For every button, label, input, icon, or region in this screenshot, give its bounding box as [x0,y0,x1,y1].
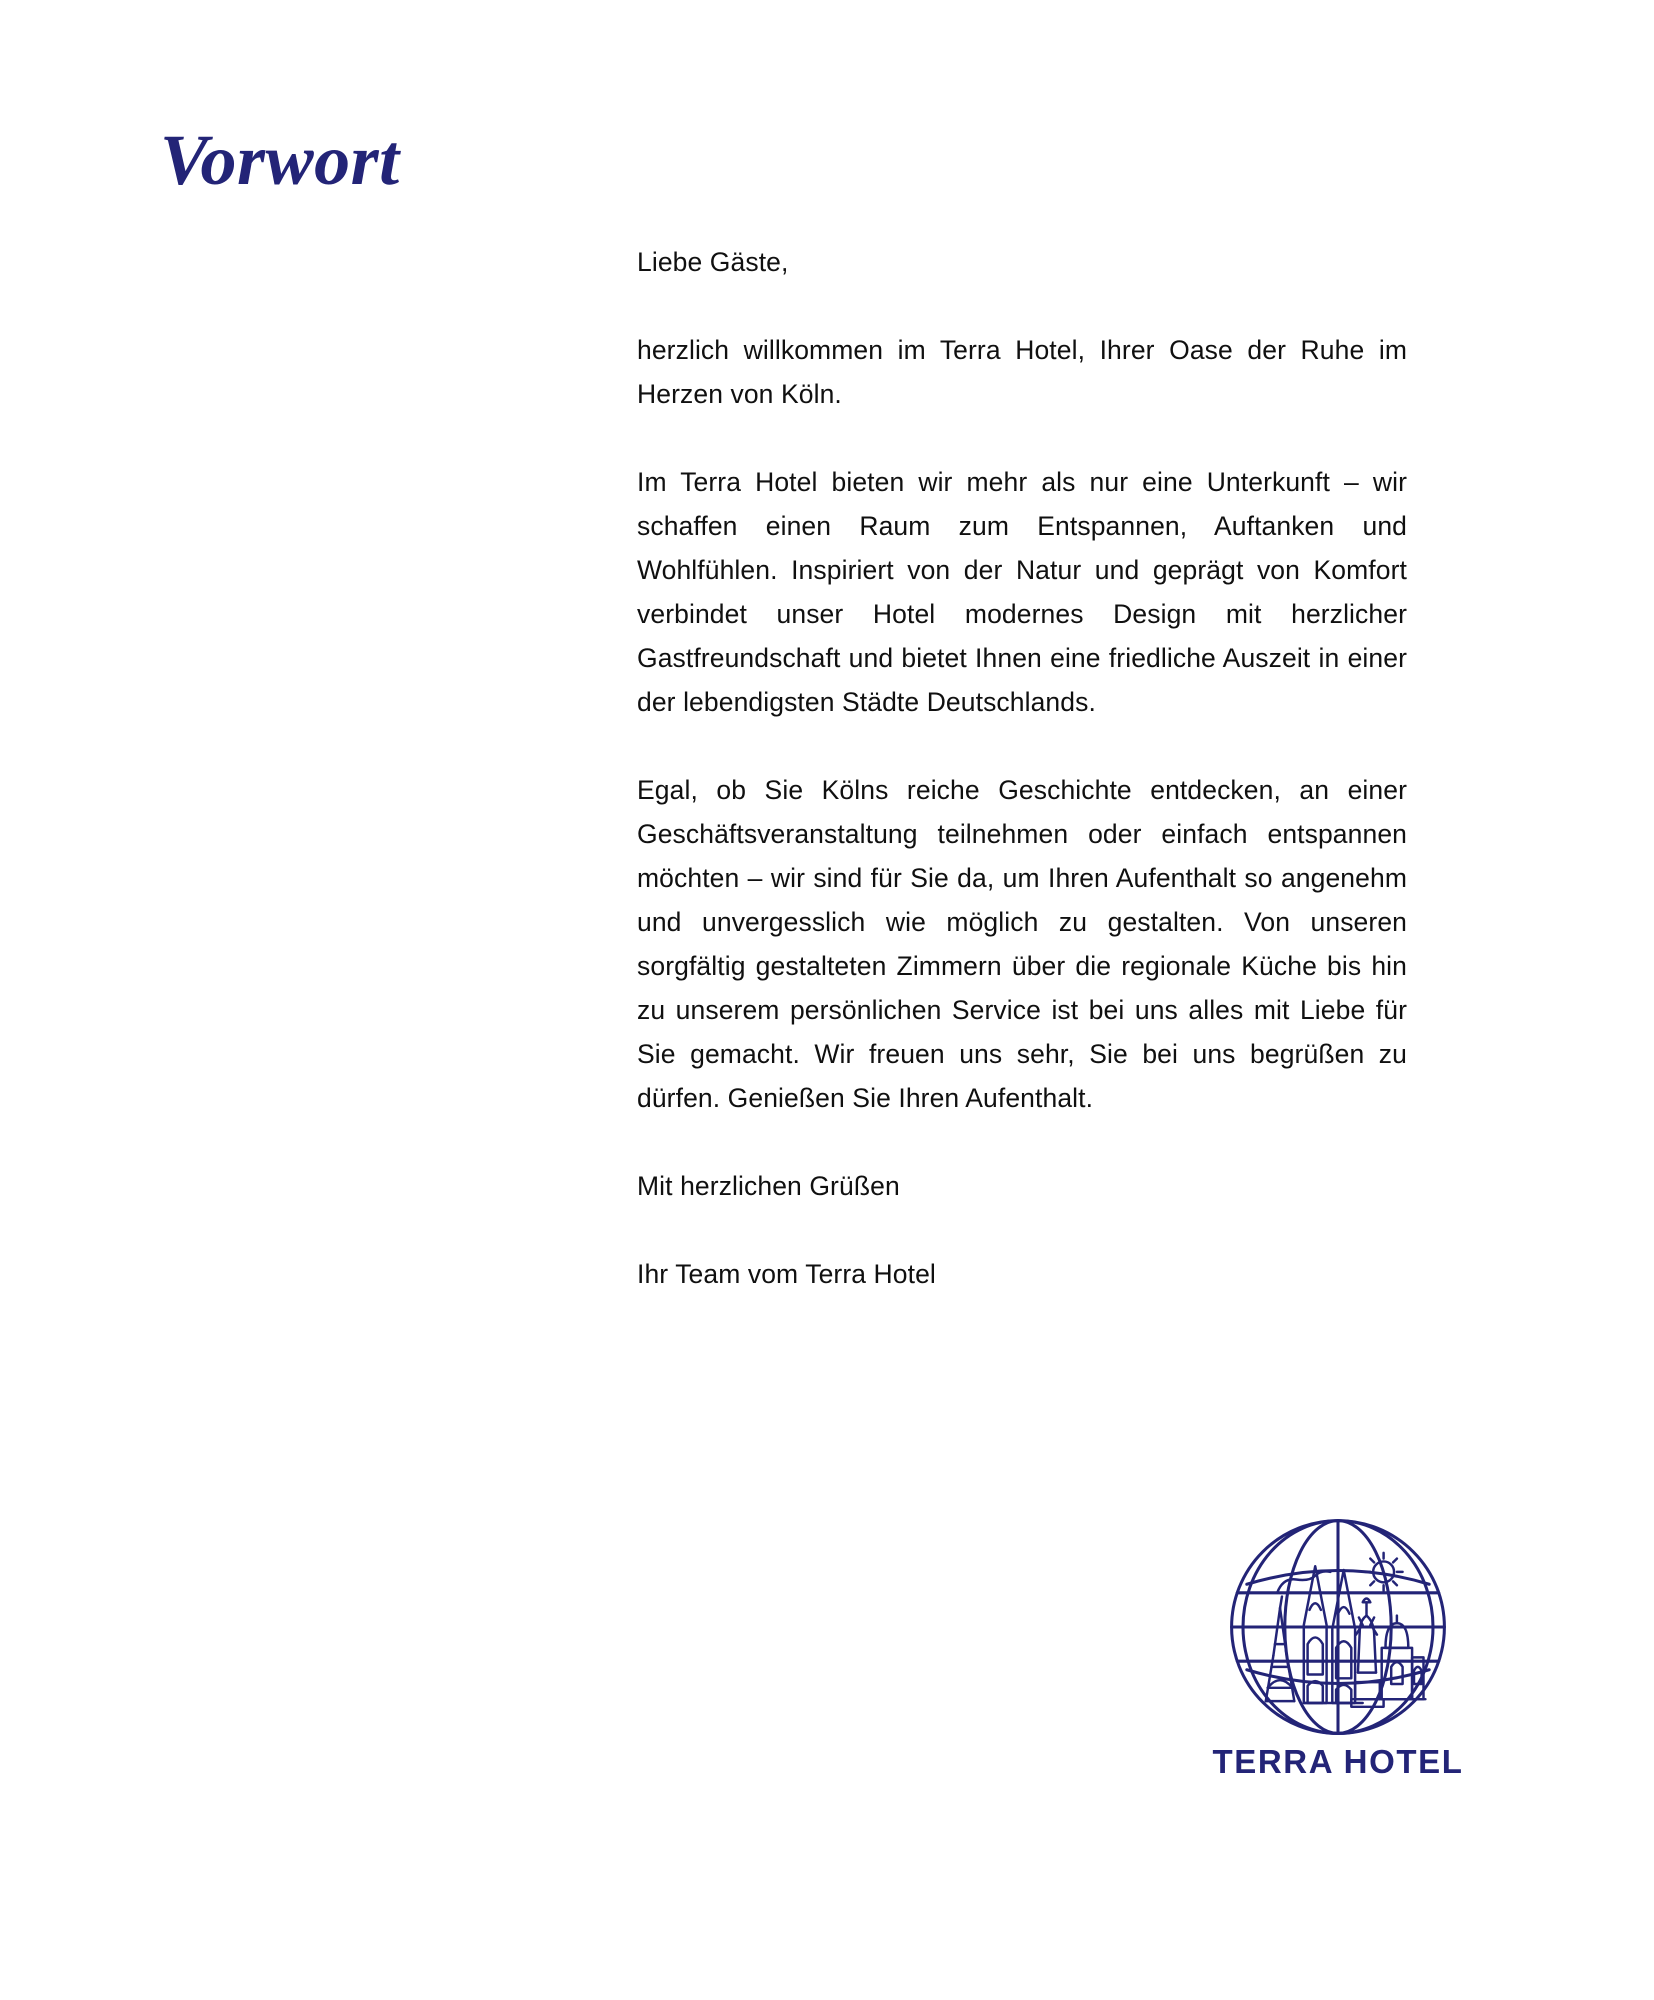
letter-paragraph-2: Im Terra Hotel bieten wir mehr als nur eine Unterkunft – wir schaffen einen Raum zum Entspannen, Auftanken und Wohlfühlen. Inspiriert von der Natur und geprägt von Komfort verbindet unser Hotel modernes Design mit herzlicher Gastfreundschaft und bietet Ihnen eine friedliche Auszeit in einer der lebendigsten Städte Deutschlands. [637,467,1407,717]
letter-paragraph-3: Egal, ob Sie Kölns reiche Geschichte entdecken, an einer Geschäftsveranstaltung teilnehmen oder einfach entspannen möchten – wir sind für Sie da, um Ihren Aufenthalt so angenehm und unvergesslich wie möglich zu gestalten. Von unseren sorgfältig gestalteten Zimmern über die regionale Küche bis hin zu unserem persönlichen Service ist bei uns alles mit Liebe für Sie gemacht. Wir freuen uns sehr, Sie bei uns begrüßen zu dürfen. Genießen Sie Ihren Aufenthalt. [637,775,1407,1113]
letter-closing: Mit herzlichen Grüßen [637,1171,900,1201]
letter-paragraph-1: herzlich willkommen im Terra Hotel, Ihrer Oase der Ruhe im Herzen von Köln. [637,335,1407,409]
page-title: Vorwort [160,120,400,201]
globe-with-landmarks-icon [1224,1513,1452,1741]
letter-signature: Ihr Team vom Terra Hotel [637,1259,936,1289]
letter-salutation: Liebe Gäste, [637,247,789,277]
brand-logo [1212,1513,1464,1781]
logo-wordmark: TERRA HOTEL [1212,1743,1464,1780]
letter-body [637,240,1407,1296]
